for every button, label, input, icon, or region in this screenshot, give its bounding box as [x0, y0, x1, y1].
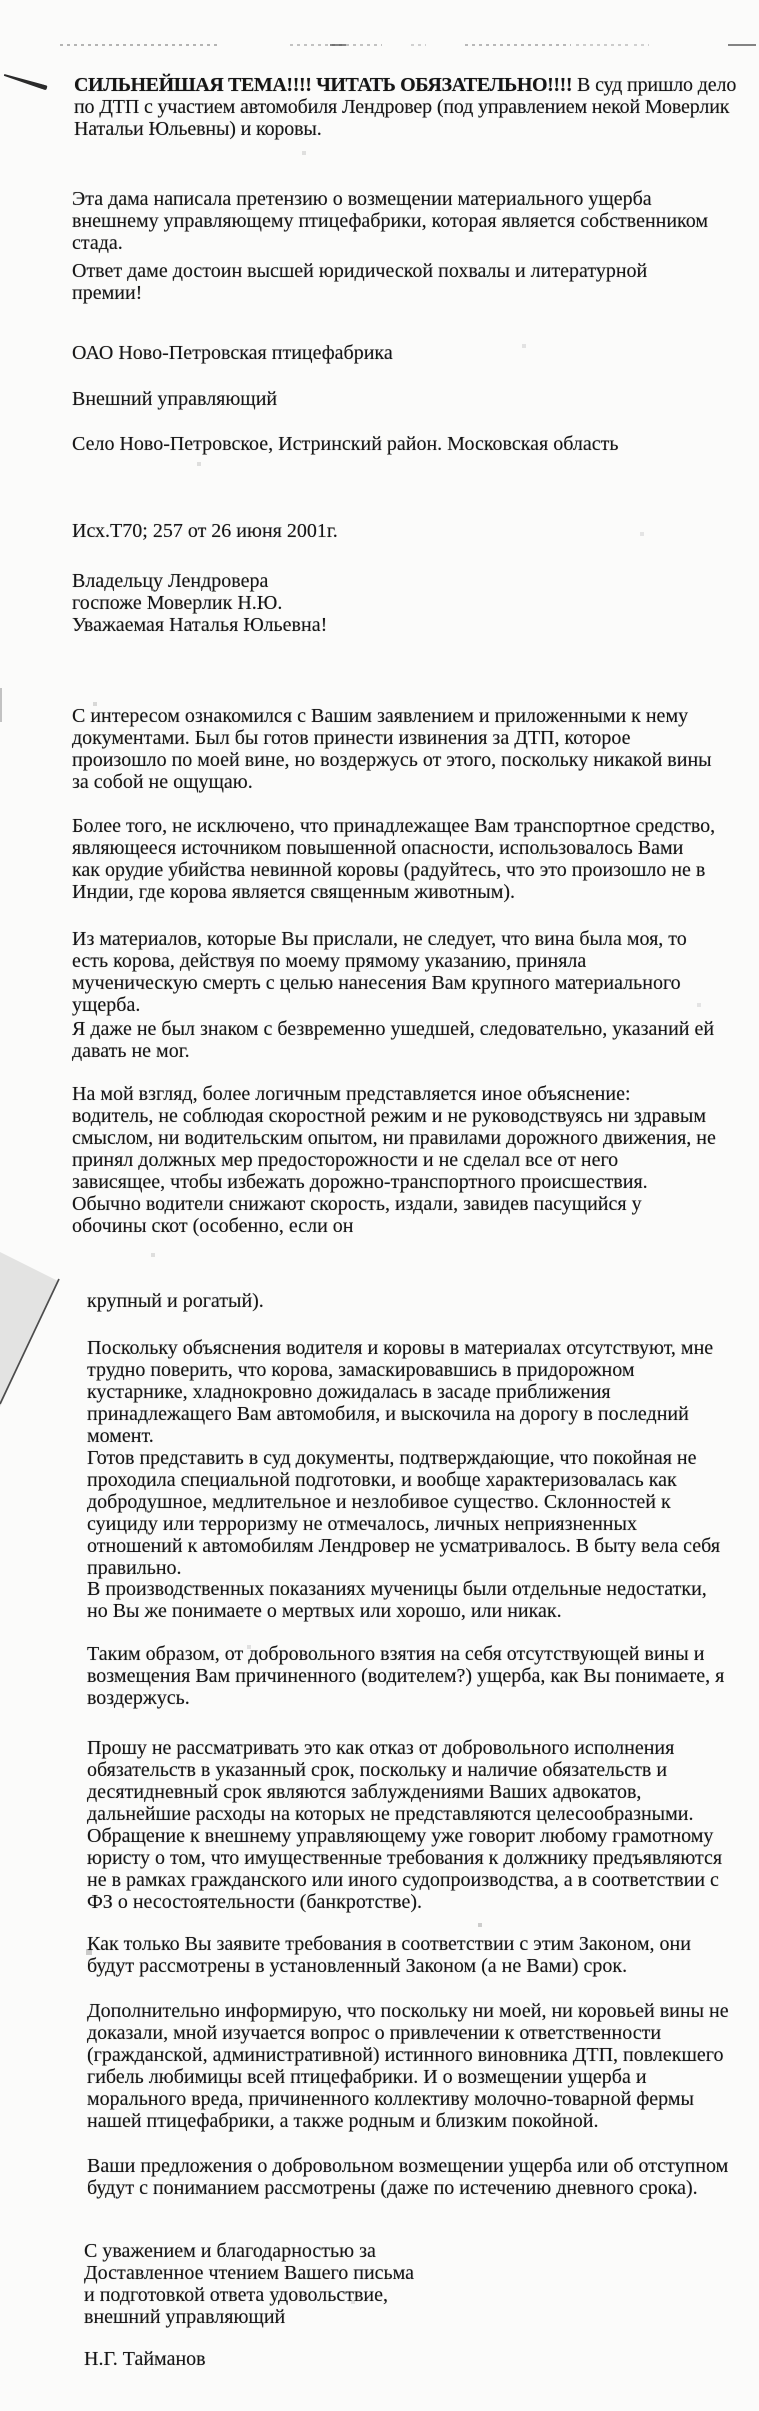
- scan-dash-artifact: [330, 44, 346, 46]
- letter-paragraph: Готов представить в суд документы, подтверждающие, что покойная не проходила специальной подготовки, и вообще характеризовалась как добродушное, медлительное и незлобивое существо. Склонностей к суициду или терроризму не отмечалось, личных неприязненных отношений к автомобилям Лендровер не усматривалось. В быту вела себя правильно.: [87, 1447, 721, 1579]
- letter-closing-block: [84, 2240, 414, 2328]
- scan-dash-artifact: [728, 44, 756, 46]
- signature-line: Н.Г. Тайманов: [84, 2348, 206, 2370]
- intro-paragraph-lead: [74, 74, 750, 140]
- scan-dotted-line-artifact: [634, 44, 649, 46]
- pen-mark-artifact: [3, 73, 47, 91]
- intro-title-rest: В суд пришло дело по ДТП с участием автомобиля Лендровер (под управлением некой Моверлик Натальи Юльевны) и коровы.: [74, 74, 737, 140]
- closing-line: С уважением и благодарностью за: [84, 2240, 376, 2262]
- letter-ref-line: Исх.Т70; 257 от 26 июня 2001г.: [72, 520, 338, 542]
- letter-paragraph: Более того, не исключено, что принадлежащее Вам транспортное средство, являющееся источником повышенной опасности, использовалось Вами как орудие убийства невинной коровы (радуйтесь, что это произошло не в Индии, где корова является священным животным).: [72, 815, 716, 903]
- page-fold-artifact: [0, 1240, 70, 1415]
- letter-paragraph: Таким образом, от добровольного взятия на себя отсутствующей вины и возмещения Вам причиненного (водителем?) ущерба, как Вы понимаете, я воздержусь.: [87, 1643, 725, 1709]
- letter-paragraph: Прошу не рассматривать это как отказ от добровольного исполнения обязательств в указанный срок, поскольку и наличие обязательств и десятидневный срок являются заблуждениями Ваших адвокатов, дальнейшие расходы на которых не представляются целесообразными. Обращение к внешнему управляющему уже говорит любому грамотному юристу о том, что имущественные требования к должнику предъявляются не в рамках гражданского или иного судопроизводства, а в соответствии с ФЗ о несостоятельности (банкротстве).: [87, 1737, 723, 1913]
- scan-dotted-line-artifact: [411, 44, 426, 46]
- closing-line: Доставленное чтением Вашего письма: [84, 2262, 415, 2284]
- intro-title-bold: СИЛЬНЕЙШАЯ ТЕМА!!!! ЧИТАТЬ ОБЯЗАТЕЛЬНО!!!!: [74, 74, 573, 96]
- recipient-line: госпоже Моверлик Н.Ю.: [72, 592, 283, 614]
- letter-paragraph: Ваши предложения о добровольном возмещении ущерба или об отступном будут с пониманием рассмотрены (даже по истечению дневного срока).: [87, 2155, 729, 2199]
- letter-paragraph: Из материалов, которые Вы прислали, не следует, что вина была моя, то есть корова, действуя по моему прямому указанию, приняла мученическую смерть с целью нанесения Вам крупного материального ущерба.: [72, 928, 687, 1016]
- scan-dotted-line-artifact: [576, 44, 629, 46]
- letter-paragraph: На мой взгляд, более логичным представляется иное объяснение: водитель, не соблюдая скоростной режим и не руководствуясь ни здравым смыслом, ни водительским опытом, ни правилами дорожного движения, не принял должных мер предосторожности и не сделал все от него зависящее, чтобы избежать дорожно-транспортного происшествия. Обычно водители снижают скорость, издали, завидев пасущийся у обочины скот (особенно, если он: [72, 1083, 716, 1237]
- intro-paragraph: Ответ даме достоин высшей юридической похвалы и литературной премии!: [72, 260, 648, 304]
- recipient-line: Владельцу Лендровера: [72, 570, 269, 592]
- intro-paragraph: Эта дама написала претензию о возмещении материального ущерба внешнему управляющему птицефабрики, которая является собственником стада.: [72, 188, 709, 254]
- letter-recipient-block: [72, 570, 327, 636]
- salutation-line: Уважаемая Наталья Юльевна!: [72, 614, 328, 636]
- letter-paragraph-continuation: крупный и рогатый).: [87, 1290, 264, 1312]
- letter-paragraph: С интересом ознакомился с Вашим заявлением и приложенными к нему документами. Был бы готов принести извинения за ДТП, которое произошло по моей вине, но воздержусь от этого, поскольку никакой вины за собой не ощущаю.: [72, 705, 712, 793]
- letter-paragraph: Как только Вы заявите требования в соответствии с этим Законом, они будут рассмотрены в установленный Законом (а не Вами) срок.: [87, 1933, 691, 1977]
- scan-specks-artifact: [0, 0, 2, 2]
- scan-dotted-line-artifact: [465, 44, 571, 46]
- letter-org-line: ОАО Ново-Петровская птицефабрика: [72, 342, 393, 364]
- letter-address-line: Село Ново-Петровское, Истринский район. Московская область: [72, 433, 619, 455]
- letter-paragraph: Дополнительно информирую, что поскольку ни моей, ни коровьей вины не доказали, мной изучается вопрос о привлечении к ответственности (гражданской, административной) истинного виновника ДТП, повлекшего гибель любимицы всей птицефабрики. И о возмещении ущерба и морального вреда, причиненного коллективу молочно-товарной фермы нашей птицефабрики, а также родным и близким покойной.: [87, 2000, 729, 2132]
- letter-paragraph: В производственных показаниях мученицы были отдельные недостатки, но Вы же понимаете о мертвых или хорошо, или никак.: [87, 1578, 707, 1622]
- letter-role-line: Внешний управляющий: [72, 388, 278, 410]
- scan-dotted-line-artifact: [60, 44, 218, 46]
- letter-paragraph: Поскольку объяснения водителя и коровы в материалах отсутствуют, мне трудно поверить, что корова, замаскировавшись в придорожном кустарнике, хладнокровно дожидалась в засаде приближения принадлежащего Вам автомобиля, и выскочила на дорогу в последний момент.: [87, 1337, 714, 1447]
- letter-paragraph: Я даже не был знаком с безвременно ушедшей, следовательно, указаний ей давать не мог.: [72, 1018, 715, 1062]
- scan-edge-artifact: [0, 688, 2, 722]
- closing-line: и подготовкой ответа удовольствие,: [84, 2284, 389, 2306]
- closing-line: внешний управляющий: [84, 2306, 286, 2328]
